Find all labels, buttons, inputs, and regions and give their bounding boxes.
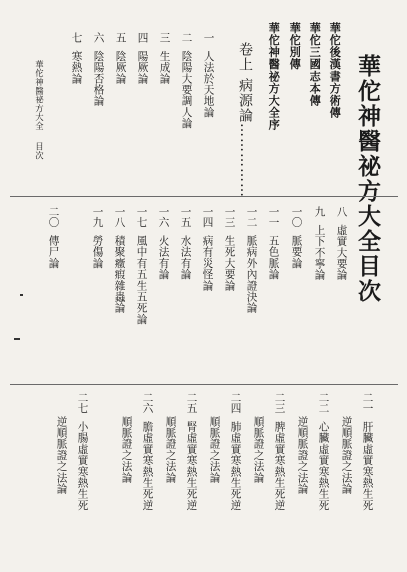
entry-title: 風中有五生五死論 xyxy=(135,235,148,325)
running-head xyxy=(35,60,43,160)
entry-title: 小腸虛實寒熱生死 xyxy=(76,421,89,511)
entry-title: 陰陽大要調人論 xyxy=(180,50,193,130)
toc-entry xyxy=(274,392,285,511)
entry-number: 一二 xyxy=(245,206,258,228)
front-matter-item-2: 華佗三國志本傳 xyxy=(308,22,323,107)
entry-number: 一六 xyxy=(157,206,170,228)
entry-title: 腎虛實寒熱生死逆 xyxy=(185,421,198,511)
entry-title: 肺虛實寒熱生死逆 xyxy=(229,421,242,511)
toc-entry-continuation xyxy=(121,416,132,483)
entry-number: 一七 xyxy=(135,206,148,228)
toc-entry xyxy=(115,32,126,84)
front-matter-item-4: 華佗神醫祕方大全序 xyxy=(267,22,282,131)
entry-title: 心臟虛實寒熱生死 xyxy=(317,421,330,511)
entry-title: 傳尸論 xyxy=(47,235,60,269)
toc-entry xyxy=(230,392,241,511)
entry-number: 九 xyxy=(313,206,326,217)
entry-title: 脾虛實寒熱生死逆 xyxy=(273,421,286,511)
toc-entry xyxy=(246,206,257,314)
entry-title: 逆順脈證之法論 xyxy=(340,416,353,495)
entry-title: 水法有論 xyxy=(179,235,192,281)
entry-title: 陰厥論 xyxy=(114,50,127,85)
toc-entry xyxy=(291,206,302,269)
toc-entry xyxy=(186,392,197,511)
page-title: 華佗神醫祕方大全目次 xyxy=(354,54,381,304)
entry-title: 逆順脈證之法論 xyxy=(55,416,68,495)
entry-title: 順脈證之法論 xyxy=(164,416,177,484)
entry-number: 一一 xyxy=(267,206,280,228)
entry-number: 三 xyxy=(158,32,171,43)
toc-entry-continuation xyxy=(297,416,308,494)
entry-title: 五色脈論 xyxy=(267,235,280,281)
entry-title: 肝臟虛實寒熱生死 xyxy=(361,421,374,511)
entry-number: 一〇 xyxy=(290,206,303,228)
entry-number: 二七 xyxy=(76,392,89,414)
entry-number: 二 xyxy=(180,32,193,43)
entry-number: 二二 xyxy=(317,392,330,414)
toc-entry xyxy=(77,392,88,511)
toc-entry-continuation xyxy=(209,416,220,483)
toc-entry-continuation xyxy=(253,416,264,483)
entry-title: 勞傷論 xyxy=(91,235,104,269)
entry-title: 逆順脈證之法論 xyxy=(296,416,309,495)
entry-number: 一八 xyxy=(113,206,126,228)
toc-entry xyxy=(314,206,325,281)
entry-title: 寒熱論 xyxy=(70,50,83,85)
entry-title: 火法有論 xyxy=(157,235,170,281)
entry-title: 順脈證之法論 xyxy=(208,416,221,484)
margin-mark xyxy=(14,338,20,340)
entry-number: 二三 xyxy=(273,392,286,414)
entry-title: 生死大要論 xyxy=(223,235,236,292)
toc-entry xyxy=(318,392,329,511)
entry-number: 一三 xyxy=(223,206,236,228)
entry-number: 二一 xyxy=(361,392,374,414)
entry-title: 人法於天地論 xyxy=(202,50,215,118)
entry-title: 病有災怪論 xyxy=(201,235,214,292)
entry-title: 陰陽否格論 xyxy=(92,50,105,107)
entry-title: 膽虛實寒熱生死逆 xyxy=(141,421,154,511)
toc-entry xyxy=(362,392,373,511)
entry-title: 順脈證之法論 xyxy=(252,416,265,484)
entry-title: 順脈證之法論 xyxy=(120,416,133,484)
entry-number: 二〇 xyxy=(47,206,60,228)
margin-mark xyxy=(20,294,23,296)
entry-title: 生成論 xyxy=(158,50,171,85)
toc-entry xyxy=(181,32,192,129)
entry-number: 二五 xyxy=(185,392,198,414)
toc-entry xyxy=(93,32,104,107)
band-divider-top xyxy=(10,196,398,197)
toc-entry xyxy=(136,206,147,325)
entry-number: 一九 xyxy=(91,206,104,228)
section-label: 卷上 xyxy=(237,42,253,72)
toc-entry xyxy=(203,32,214,118)
toc-entry xyxy=(48,206,59,269)
entry-title: 積聚癥瘕雜蟲論 xyxy=(113,235,126,314)
running-head-section: 目次 xyxy=(34,142,45,160)
entry-number: 六 xyxy=(92,32,105,43)
entry-number: 四 xyxy=(136,32,149,43)
entry-number: 八 xyxy=(335,206,348,217)
toc-entry xyxy=(158,206,169,280)
toc-entry xyxy=(114,206,125,314)
front-matter-item-3: 華佗別傳 xyxy=(288,22,303,71)
entry-number: 五 xyxy=(114,32,127,43)
entry-number: 二四 xyxy=(229,392,242,414)
toc-entry xyxy=(71,32,82,84)
toc-entry-continuation xyxy=(56,416,67,494)
entry-title: 陽厥論 xyxy=(136,50,149,85)
entry-number: 一四 xyxy=(201,206,214,228)
toc-entry-continuation xyxy=(165,416,176,483)
band-divider-bottom xyxy=(10,384,398,385)
toc-entry-continuation xyxy=(341,416,352,494)
toc-entry xyxy=(137,32,148,84)
section-dots: …………… xyxy=(237,123,253,198)
entry-number: 一 xyxy=(202,32,215,43)
entry-number: 一五 xyxy=(179,206,192,228)
section-name: 病源論 xyxy=(237,78,253,123)
front-matter-item-1: 華佗後漢書方術傳 xyxy=(328,22,343,119)
entry-title: 脈要論 xyxy=(290,235,303,269)
entry-number: 二六 xyxy=(141,392,154,414)
section-heading xyxy=(238,42,252,198)
entry-title: 上下不寧論 xyxy=(313,224,326,281)
entry-title: 虛實大要論 xyxy=(335,224,348,281)
entry-number: 七 xyxy=(70,32,83,43)
toc-entry xyxy=(92,206,103,269)
toc-entry xyxy=(268,206,279,280)
toc-entry xyxy=(224,206,235,291)
toc-entry xyxy=(180,206,191,280)
toc-entry xyxy=(202,206,213,291)
toc-entry xyxy=(142,392,153,511)
toc-entry xyxy=(159,32,170,84)
entry-title: 脈病外內證決論 xyxy=(245,235,258,314)
toc-entry xyxy=(336,206,347,281)
running-head-book: 華佗神醫祕方大全 xyxy=(34,60,45,131)
